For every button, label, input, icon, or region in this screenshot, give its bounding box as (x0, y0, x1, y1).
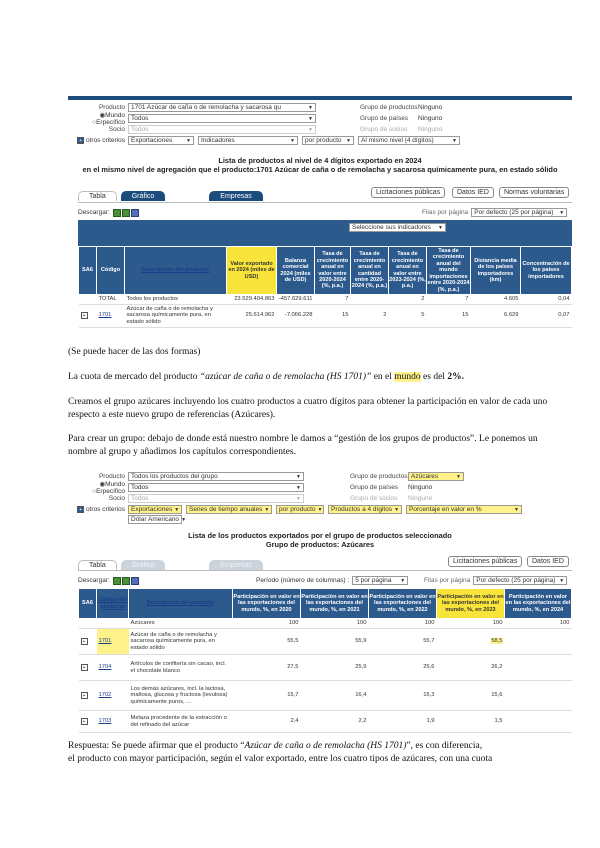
filas-label: Filas por página (424, 577, 471, 584)
cell-value: 100 (505, 619, 572, 629)
cell-desc: Todos los productos (125, 295, 227, 305)
p2-product: “azúcar de caña o de remolacha (HS 1701)” (199, 372, 372, 382)
p5-product: Azúcar de caña o de remolacha (HS 1701) (244, 741, 407, 751)
licitaciones-button[interactable]: Licitaciones públicas (371, 187, 445, 198)
chevron-down-icon: ▼ (296, 473, 301, 480)
cell-value: 100 (301, 619, 369, 629)
grupo-paises-value[interactable]: Ninguno (418, 115, 443, 122)
nivel-value: Al mismo nivel (4 dígitos) (361, 137, 434, 144)
socio-value: Todos (131, 495, 149, 502)
especifico-label: Erpecífico (96, 488, 125, 495)
chevron-down-icon: ▼ (346, 137, 351, 144)
radio-mundo[interactable]: ◉ (99, 481, 106, 488)
cell-value: 2 (389, 295, 427, 305)
exportaciones-value: Exportaciones (131, 506, 173, 513)
cell-value (351, 295, 389, 305)
tab-empresas[interactable]: Empresas (209, 191, 263, 201)
indicadores-value: Indicadores (201, 137, 235, 144)
cell-value: 2 (351, 304, 389, 327)
p2-text: en el (371, 372, 395, 382)
datos-ied-button[interactable]: Datos IED (527, 556, 569, 567)
radio-especifico[interactable]: ○ (92, 488, 97, 495)
col-header[interactable]: Tasa de crecimiento anual en cantidad entre 2020-2024 (%, p.a.) (351, 247, 389, 295)
cell-value: 55,5 (233, 629, 301, 655)
producto-select[interactable] (128, 472, 304, 481)
paragraph-5 (68, 740, 550, 753)
pais-select[interactable] (128, 114, 316, 123)
chevron-down-icon: ▼ (296, 484, 301, 491)
cell-value: 5 (389, 304, 427, 327)
chevron-down-icon: ▼ (186, 137, 191, 144)
cell-desc: Azúcar de caña o de remolacha y sacarosa químicamente pura, en estado sólido (129, 629, 233, 655)
mundo-label: Mundo (105, 112, 125, 119)
chevron-down-icon: ▼ (317, 506, 323, 513)
descargar-label: Descargar: (78, 577, 110, 584)
chevron-down-icon: ▼ (296, 495, 301, 502)
grupo-socios-value[interactable]: Ninguno (408, 495, 433, 502)
chevron-down-icon: ▼ (308, 126, 313, 133)
cell-value: 26,2 (437, 655, 505, 681)
pais-value: Todos (131, 484, 149, 491)
filas-label: Filas por página (422, 209, 469, 216)
chevron-down-icon: ▼ (452, 137, 457, 144)
cell-value: 15,3 (369, 681, 437, 711)
col-header[interactable]: Valor exportado en 2024 (miles de USD) (227, 247, 277, 295)
producto-value: Todos los productos del grupo (131, 473, 218, 480)
col-header[interactable]: Balanza comercial 2024 (miles de USD) (277, 247, 315, 295)
chevron-down-icon: ▼ (438, 224, 443, 231)
cell-sa6 (79, 629, 97, 655)
pais-value: Todos (131, 115, 149, 122)
cell-code (97, 619, 129, 629)
grupo-paises-value[interactable]: Ninguno (408, 484, 433, 491)
tab-bar (78, 191, 267, 201)
porcentaje-value: Porcentaje en valor en % (409, 506, 482, 513)
cell-code[interactable]: 1703 (97, 711, 129, 733)
grupo-socios-row (350, 494, 432, 503)
table-row (79, 619, 572, 629)
cell-sa6 (79, 304, 97, 327)
text-file-icon[interactable] (131, 209, 139, 217)
periodo-label: Período (número de columnas) : (256, 577, 350, 584)
cell-value: 4.605 (471, 295, 521, 305)
screenshot-2 (68, 470, 572, 728)
filas-row (424, 576, 567, 585)
nivel-select[interactable] (358, 136, 460, 145)
producto-value: 1701 Azúcar de caña o de remolacha y sacarosa qu (131, 104, 281, 111)
producto-label: Producto (98, 473, 125, 480)
paragraph-2 (68, 371, 550, 384)
chevron-down-icon: ▼ (174, 506, 180, 513)
table-row (79, 629, 572, 655)
title-line1: Lista de productos al nivel de 4 dígitos exportado en 2024 (218, 156, 422, 165)
tab-tabla[interactable]: Tabla (78, 560, 117, 570)
socio-select[interactable] (128, 125, 316, 134)
cell-code[interactable]: 1701 (97, 304, 125, 327)
col-header[interactable]: Concentración de los países importadores (521, 247, 572, 295)
grupo-productos-row (360, 103, 442, 112)
screenshot-1 (68, 96, 572, 340)
cell-value: 7 (427, 295, 471, 305)
chevron-down-icon: ▼ (400, 577, 406, 584)
exportaciones-select[interactable] (128, 136, 194, 145)
cell-value: -457.629.611 (277, 295, 315, 305)
indicators-table (78, 246, 572, 328)
cell-value: 1,5 (437, 711, 505, 733)
p2-text: La cuota de mercado del producto (68, 372, 200, 382)
series-value: Series de tiempo anuales (189, 506, 263, 513)
table-row (79, 655, 572, 681)
radio-mundo[interactable]: ◉ (99, 112, 106, 119)
chevron-down-icon: ▼ (394, 506, 400, 513)
tab-empresas[interactable]: Empresas (209, 560, 263, 570)
excel-icon[interactable] (122, 577, 130, 585)
plus-icon[interactable]: + (77, 137, 84, 144)
moneda-value: Dólar Americano (131, 516, 180, 523)
seleccione-value: Seleccione sus indicadores (352, 224, 431, 231)
por-producto-value: por producto (279, 506, 316, 513)
col-header[interactable]: Participación en valor en las exportaciones del mundo, %, en 2020 (233, 589, 301, 619)
cell-value: 23.529.404.863 (227, 295, 277, 305)
title-line2: Grupo de productos: Azúcares (265, 540, 375, 549)
cell-value: 15 (315, 304, 351, 327)
cell-sa6 (79, 681, 97, 711)
chevron-down-icon: ▼ (308, 115, 313, 122)
cell-value (505, 629, 572, 655)
socio-row (68, 125, 316, 134)
expand-icon[interactable]: + (81, 312, 88, 319)
cell-sa6 (79, 655, 97, 681)
otros-row (68, 505, 522, 514)
cell-desc: Azúcares (129, 619, 233, 629)
grupo-paises-row (360, 114, 442, 123)
p5-text: ”, es con diferencia, (406, 741, 483, 751)
chevron-down-icon: ▼ (456, 473, 461, 480)
exportaciones-value: Exportaciones (131, 137, 173, 144)
cell-sa6 (79, 711, 97, 733)
cell-value: 1,9 (369, 711, 437, 733)
col-header[interactable]: Distancia media de los países importadores (km) (471, 247, 521, 295)
cell-code[interactable]: 1702 (97, 681, 129, 711)
col-header[interactable]: Participación en valor en las exportaciones del mundo, %, en 2022 (369, 589, 437, 619)
chevron-down-icon: ▼ (290, 137, 295, 144)
col-header[interactable]: Tasa de crecimiento anual del mundo importaciones entre 2020-2024 (%, p.a.) (427, 248, 470, 293)
tab-grafico[interactable]: Gráfico (121, 560, 166, 570)
radio-especifico[interactable]: ○ (92, 119, 97, 126)
grupo-paises-row (350, 483, 432, 492)
por-producto-select[interactable] (276, 505, 324, 514)
col-header[interactable]: Participación en valor en las exportaciones del mundo, %, en 2021 (301, 589, 369, 619)
normas-button[interactable]: Normas voluntarias (499, 187, 569, 198)
tab-tabla[interactable]: Tabla (78, 191, 117, 201)
cell-code[interactable]: 1704 (97, 655, 129, 681)
cell-value: 0,07 (521, 304, 572, 327)
col-header[interactable]: Descripción del producto (125, 247, 227, 295)
grupo-productos-label: Grupo de productos (360, 104, 418, 111)
filas-row (422, 208, 567, 217)
socio-label: Socio (108, 126, 125, 133)
cell-value: 15 (427, 304, 471, 327)
cell-desc: Artículos de confitería sin cacao, incl. el chocolate blanco (129, 655, 233, 681)
moneda-select[interactable] (128, 515, 187, 524)
tab-grafico[interactable]: Gráfico (121, 191, 166, 201)
porcentaje-select[interactable] (406, 505, 522, 514)
descargar-row (78, 576, 140, 585)
tab-divider (78, 570, 572, 571)
expand-icon[interactable]: + (81, 692, 88, 699)
col-header: SA6 (79, 247, 97, 295)
grupo-productos-select[interactable] (408, 472, 464, 481)
cell-value: 55,9 (301, 629, 369, 655)
productos4-select[interactable] (328, 505, 402, 514)
cell-value: 0,04 (521, 295, 572, 305)
title-line1: Lista de los productos exportados por el grupo de productos seleccionado (188, 531, 452, 540)
periodo-row (256, 576, 408, 585)
grupo-productos-value[interactable]: Ninguno (418, 104, 443, 111)
table-header-strip (78, 220, 572, 246)
descargar-label: Descargar: (78, 209, 110, 216)
chevron-down-icon: ▼ (559, 577, 565, 584)
moneda-row (128, 515, 187, 524)
col-header[interactable]: Descripción del producto (129, 589, 233, 619)
table-row (79, 304, 572, 327)
otros-label: otros criterios (85, 137, 125, 144)
cell-value: 100 (437, 619, 505, 629)
p2-mundo: mundo (394, 372, 421, 382)
cell-value: 25,6 (369, 655, 437, 681)
cell-value: 25,9 (301, 655, 369, 681)
cell-value: 6.629 (471, 304, 521, 327)
excel-icon[interactable] (122, 209, 130, 217)
share-table (78, 588, 572, 733)
cell-value: 100 (369, 619, 437, 629)
seleccione-indicadores-select[interactable] (349, 223, 446, 232)
chevron-down-icon: ▼ (308, 104, 313, 111)
cell-desc: Azúcar de caña o de remolacha y sacarosa químicamente pura, en estado sólido (125, 304, 227, 327)
cell-value: 100 (233, 619, 301, 629)
socio-label: Socio (108, 495, 125, 502)
col-header[interactable]: Tasa de crecimiento anual en valor entre 2020-2024 (%, p.a.) (315, 247, 351, 295)
datos-ied-button[interactable]: Datos IED (452, 187, 494, 198)
cell-value: -7.066.228 (277, 304, 315, 327)
filas-value: Por defecto (25 por página) (476, 577, 556, 584)
socio-value: Todos (131, 126, 149, 133)
cell-value: 15,7 (233, 681, 301, 711)
grupo-paises-label: Grupo de países (350, 484, 399, 491)
chevron-down-icon: ▼ (264, 506, 270, 513)
producto-label: Producto (98, 104, 125, 111)
paragraph-4: Para crear un grupo: debajo de donde está nuestro nombre le damos a “gestión de los grupos de productos”. Le ponemos un nombre al grupo y añadimos los capítulos correspondientes. (68, 434, 538, 457)
filas-select[interactable] (473, 576, 567, 585)
excel-icon[interactable] (113, 577, 121, 585)
series-select[interactable] (186, 505, 272, 514)
expand-icon[interactable]: + (81, 664, 88, 671)
tab-divider (78, 202, 572, 203)
col-header[interactable]: Participación en valor en las exportaciones del mundo, %, en 2024 (505, 589, 572, 619)
chevron-down-icon: ▼ (181, 516, 187, 523)
tab-bar (78, 560, 267, 570)
expand-icon[interactable]: + (81, 638, 88, 645)
filas-select[interactable] (471, 208, 567, 217)
paragraph-3: Creamos el grupo azúcares incluyendo los cuatro productos a cuatro dígitos para obtener la participación en valor de cada uno respecto a este nuevo grupo de referencias (Azúcares). (68, 397, 548, 420)
table-row (79, 681, 572, 711)
table-row (79, 295, 572, 305)
indicadores-select[interactable] (198, 136, 298, 145)
grupo-socios-row (360, 125, 442, 134)
cell-value: 25.614.962 (227, 304, 277, 327)
paragraph-1: (Se puede hacer de las dos formas) (68, 347, 201, 357)
cell-value: 2,2 (301, 711, 369, 733)
especifico-label: Erpecífico (96, 119, 125, 126)
otros-row (68, 136, 460, 145)
mundo-label: Mundo (105, 481, 125, 488)
plus-icon[interactable]: + (77, 506, 84, 513)
cell-value: 15,6 (437, 681, 505, 711)
socio-select[interactable] (128, 494, 304, 503)
por-producto-select[interactable] (302, 136, 354, 145)
grupo-productos-row (350, 472, 464, 481)
cell-value: 7 (315, 295, 351, 305)
cell-value (505, 655, 572, 681)
grupo-productos-value: Azúcares (411, 473, 439, 480)
socio-row (68, 494, 304, 503)
table-row (79, 711, 572, 733)
excel-icon[interactable] (113, 209, 121, 217)
p5-text: Respuesta: Se puede afirmar que el producto “ (68, 741, 245, 751)
col-header[interactable]: Participación en valor en las exportaciones del mundo, %, en 2023 (437, 589, 505, 619)
otros-label: otros criterios (85, 506, 125, 513)
col-header: Código (97, 247, 125, 295)
licitaciones-button[interactable]: Licitaciones públicas (448, 556, 522, 567)
grupo-socios-label: Grupo de socios (350, 495, 398, 502)
expand-icon[interactable]: + (81, 718, 88, 725)
grupo-socios-value[interactable]: Ninguno (418, 126, 443, 133)
cell-code[interactable]: 1701 (97, 629, 129, 655)
col-header: SA6 (79, 589, 97, 619)
cell-value (505, 681, 572, 711)
cell-desc: Melaza procedente de la extracción o del refinado del azúcar (129, 711, 233, 733)
page-title (68, 531, 572, 549)
col-header[interactable]: Tasa de crecimiento anual en valor entre 2023-2024 (%, p.a.) (389, 247, 427, 295)
filas-value: Por defecto (25 por página) (474, 209, 554, 216)
cell-sa6 (79, 619, 97, 629)
grupo-socios-label: Grupo de socios (360, 126, 408, 133)
chevron-down-icon: ▼ (514, 506, 519, 513)
por-producto-value: por producto (305, 137, 342, 144)
cell-value: 58,5 (491, 638, 503, 645)
col-header[interactable]: Código del producto (97, 589, 129, 619)
exportaciones-select[interactable] (128, 505, 182, 514)
grupo-productos-label: Grupo de productos (350, 473, 408, 480)
text-file-icon[interactable] (131, 577, 139, 585)
periodo-select[interactable] (352, 576, 408, 585)
grupo-paises-label: Grupo de países (360, 115, 409, 122)
chevron-down-icon: ▼ (559, 209, 565, 216)
paragraph-6: el producto con mayor participación, según el valor exportado, entre los cuatro tipos de azúcares, con una cuota (68, 754, 493, 764)
producto-select[interactable] (128, 103, 316, 112)
page-title (68, 156, 572, 174)
p2-percent: 2%. (447, 372, 464, 382)
pais-select[interactable] (128, 483, 304, 492)
country-row (68, 112, 316, 126)
productos4-value: Productos a 4 dígitos (331, 506, 393, 513)
cell-code: TOTAL (97, 295, 125, 305)
cell-value: 2,4 (233, 711, 301, 733)
periodo-value: 5 por página (355, 577, 392, 584)
cell-value: 55,7 (369, 629, 437, 655)
cell-value: 16,4 (301, 681, 369, 711)
p2-text: es del (420, 372, 448, 382)
cell-value (505, 711, 572, 733)
cell-sa6 (79, 295, 97, 305)
cell-desc: Los demás azúcares, incl. la lactosa, maltosa, glucosa y fructosa (levulosa) químicamente puros, ... (129, 681, 233, 711)
descargar-row (78, 208, 140, 217)
cell-value: 27,5 (233, 655, 301, 681)
title-line2: en el mismo nivel de agregación que el producto:1701 Azúcar de caña o de remolacha y sacarosa químicamente pura, en estado sólido (82, 165, 558, 174)
country-row (68, 481, 304, 495)
